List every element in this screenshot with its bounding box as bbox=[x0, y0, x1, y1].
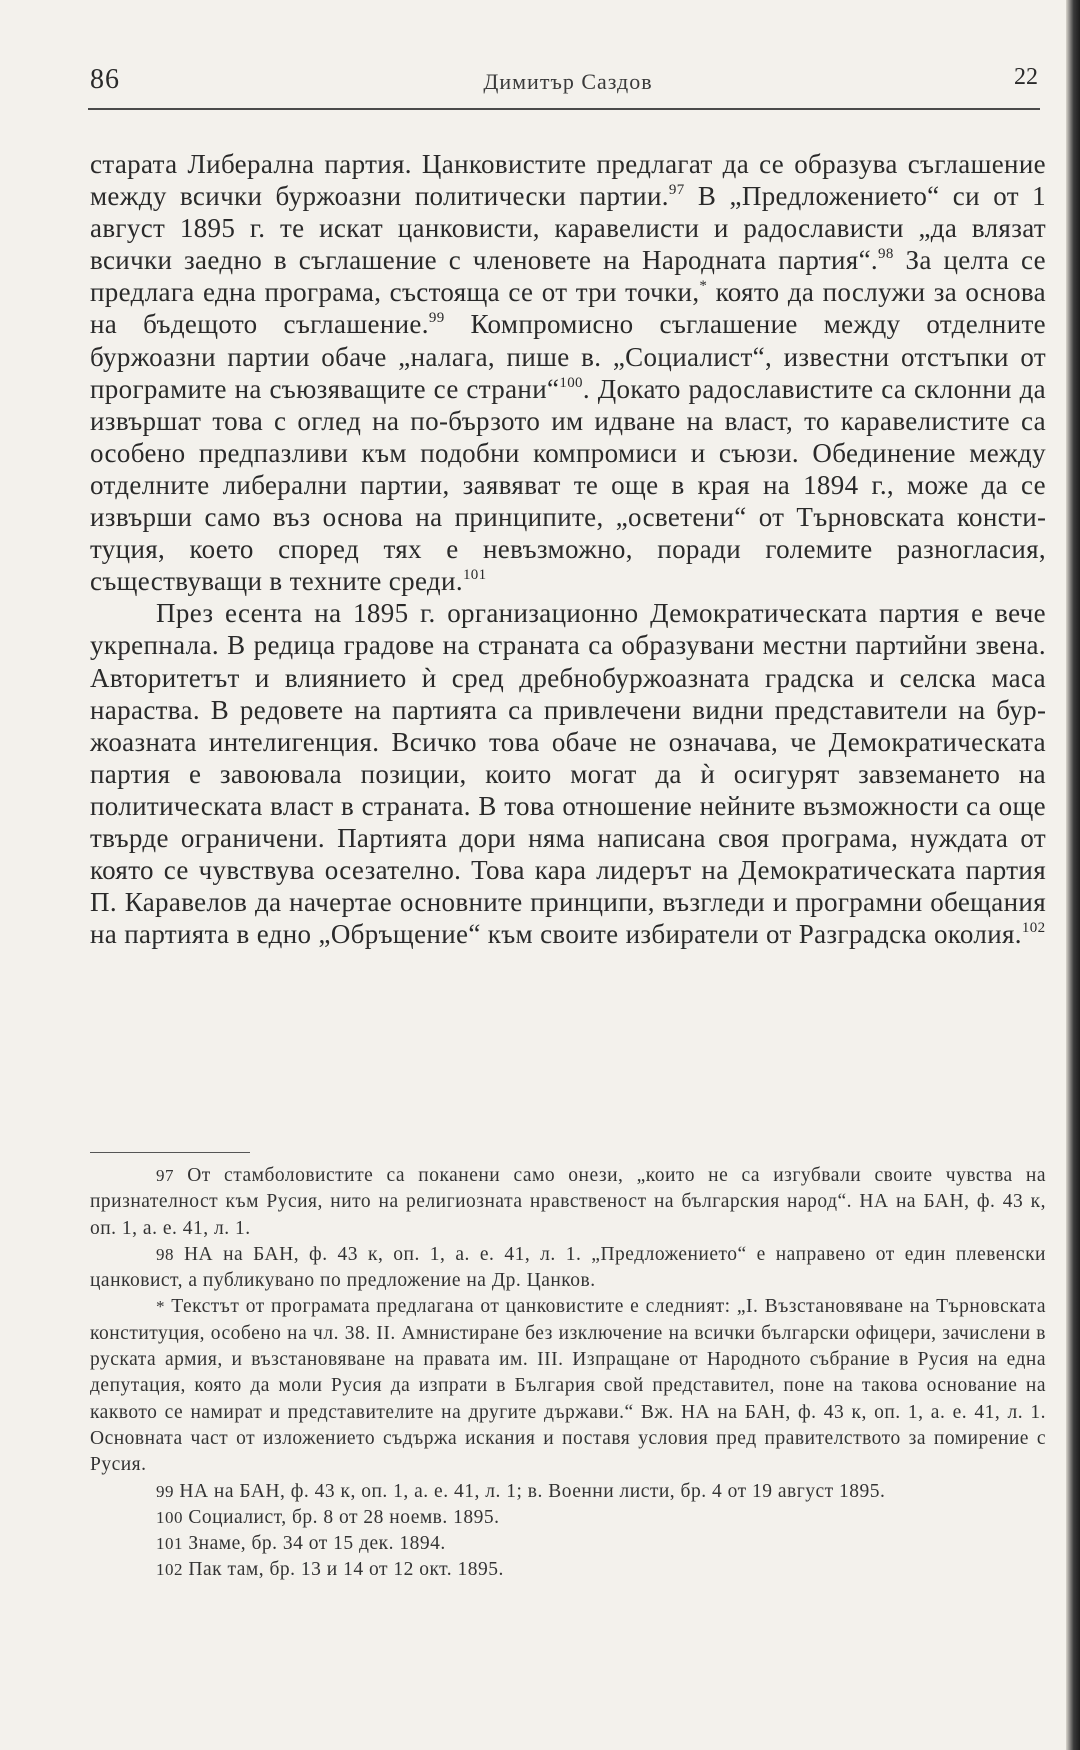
footnote-text: НА на БАН, ф. 43 к, оп. 1, а. е. 41, л. 1. „Предложението“ е направено от един плевенски цанковист, а публикувано по предложение на Др. Цанков. bbox=[90, 1243, 1046, 1292]
footnote-ref-97[interactable]: 97 bbox=[668, 182, 685, 199]
footnote-ref-star[interactable]: * bbox=[699, 278, 708, 295]
paragraph-1 bbox=[90, 148, 1046, 597]
text-run: През есента на 1895 г. организационно Демократическата партия е вече укрепнала. В редица градове на страната са образувани местни партийни звена. Авторитетът и влиянието ѝ сред дребнобуржоазната градска и селска маса нараства. В редовете на партията са привлечени видни представители на буржоазната интелигенция. Всичко това обаче не означава, че Демократическата партия е завоювала позиции, които могат да ѝ осигурят завземането на политическата власт в страната. В това отношение нейните възможности са още твърде ограничени. Партията дори няма написана своя програма, нуждата от която се чувствува осезателно. Това кара лидерът на Демократическата партия П. Каравелов да начертае основните принципи, възгледи и програмни обещания на партията в едно „Обръщение“ към своите избиратели от Разградска околия. bbox=[90, 598, 1046, 950]
page-number: 86 bbox=[90, 64, 120, 95]
footnote-99 bbox=[90, 1479, 1046, 1505]
footnote-mark: 102 bbox=[156, 1560, 183, 1580]
footnote-ref-98[interactable]: 98 bbox=[878, 246, 894, 263]
text-run: Компромисно съглашение между отделните буржоазни партии обаче „налага, пише в. „Социалист“, известни отстъпки от програмите на съюзяващите се страни“ bbox=[90, 309, 1046, 404]
text-run: . Докато радославистите са склонни да извършат това с оглед на по-бързото им идване на власт, то каравелистите са особено предпазливи към подобни компромиси и съюзи. Обединение между отделните либерални партии, заявяват те още в края на 1894 г., може да се извърши само въз основа на принципите, „осветени“ от Търновската конституция, което според тях е невъзможно, поради големите разногласия, съществуващи в техните среди. bbox=[90, 373, 1046, 597]
footnote-text: Социалист, бр. 8 от 28 ноемв. 1895. bbox=[183, 1506, 500, 1528]
footnote-star bbox=[90, 1294, 1046, 1478]
footnote-ref-101[interactable]: 101 bbox=[462, 567, 487, 584]
signature-number: 22 bbox=[1014, 64, 1038, 90]
text-run: В „Предложението“ си от 1 август 1895 г. те искат цанковисти, каравелисти и радослависти „да влязат всички заедно в съглашение с членовете на Народната партия“. bbox=[90, 181, 1046, 276]
footnote-102 bbox=[90, 1557, 1046, 1583]
text-run: старата Либерална партия. Цанковистите предлагат да се образува съглашение между всички буржоазни политически партии. bbox=[90, 149, 1046, 212]
text-run: която да послужи за основа на бъдещото съглашение. bbox=[90, 277, 1046, 340]
footnote-text: От стамболовистите са поканени само онези, „които не са изгубвали своите чувства на признателност към Русия, нито на религиозната нравственост на българския народ“. НА на БАН, ф. 43 к, оп. 1, а. е. 41, л. 1. bbox=[90, 1165, 1046, 1239]
footnote-mark: * bbox=[156, 1297, 165, 1317]
footnote-text: Пак там, бр. 13 и 14 от 12 окт. 1895. bbox=[183, 1559, 504, 1581]
text-run: За целта се предлага една програма, състояща се от три точки, bbox=[90, 245, 1046, 308]
paragraph-2 bbox=[90, 597, 1046, 950]
footnote-ref-99[interactable]: 99 bbox=[428, 310, 445, 327]
main-text bbox=[90, 148, 1046, 950]
footnote-mark: 98 bbox=[156, 1244, 174, 1264]
footnote-mark: 100 bbox=[156, 1507, 183, 1527]
footnote-text: НА на БАН, ф. 43 к, оп. 1, а. е. 41, л. 1; в. Военни листи, бр. 4 от 19 август 1895. bbox=[174, 1480, 886, 1502]
running-title: Димитър Саздов bbox=[483, 69, 653, 94]
footnote-text: Знаме, бр. 34 от 15 дек. 1894. bbox=[183, 1533, 446, 1555]
footnote-mark: 99 bbox=[156, 1481, 174, 1501]
footnote-97 bbox=[90, 1163, 1046, 1242]
footnote-mark: 97 bbox=[156, 1166, 174, 1185]
header-rule bbox=[88, 108, 1040, 110]
footnote-ref-100[interactable]: 100 bbox=[559, 374, 583, 391]
footnote-text: Текстът от програмата предлагана от цанковистите е следният: „I. Възстановяване на Търновската конституция, особено на чл. 38. II. Амнистиране без изключение на всички български офицери, зачислени в руската армия, и възстановяване на правата им. III. Изпращане от Народното събрание в Русия на една депутация, която да моли Русия да изпрати в България свой представител, поне на такова основание на каквото се намират и представителите на другите държави.“ Вж. НА на БАН, ф. 43 к, оп. 1, а. е. 41, л. 1. Основната част от изложението съдържа искания и поставя условия пред правителството за помирение с Русия. bbox=[90, 1296, 1046, 1476]
running-head bbox=[90, 60, 1046, 104]
footnote-mark: 101 bbox=[156, 1534, 183, 1554]
footnote-separator bbox=[90, 1152, 250, 1153]
footnote-98 bbox=[90, 1242, 1046, 1295]
footnote-ref-102[interactable]: 102 bbox=[1021, 920, 1046, 937]
footnote-100 bbox=[90, 1505, 1046, 1531]
footnote-101 bbox=[90, 1531, 1046, 1557]
book-spine-shadow bbox=[1066, 0, 1080, 1750]
footnotes bbox=[90, 1163, 1046, 1584]
